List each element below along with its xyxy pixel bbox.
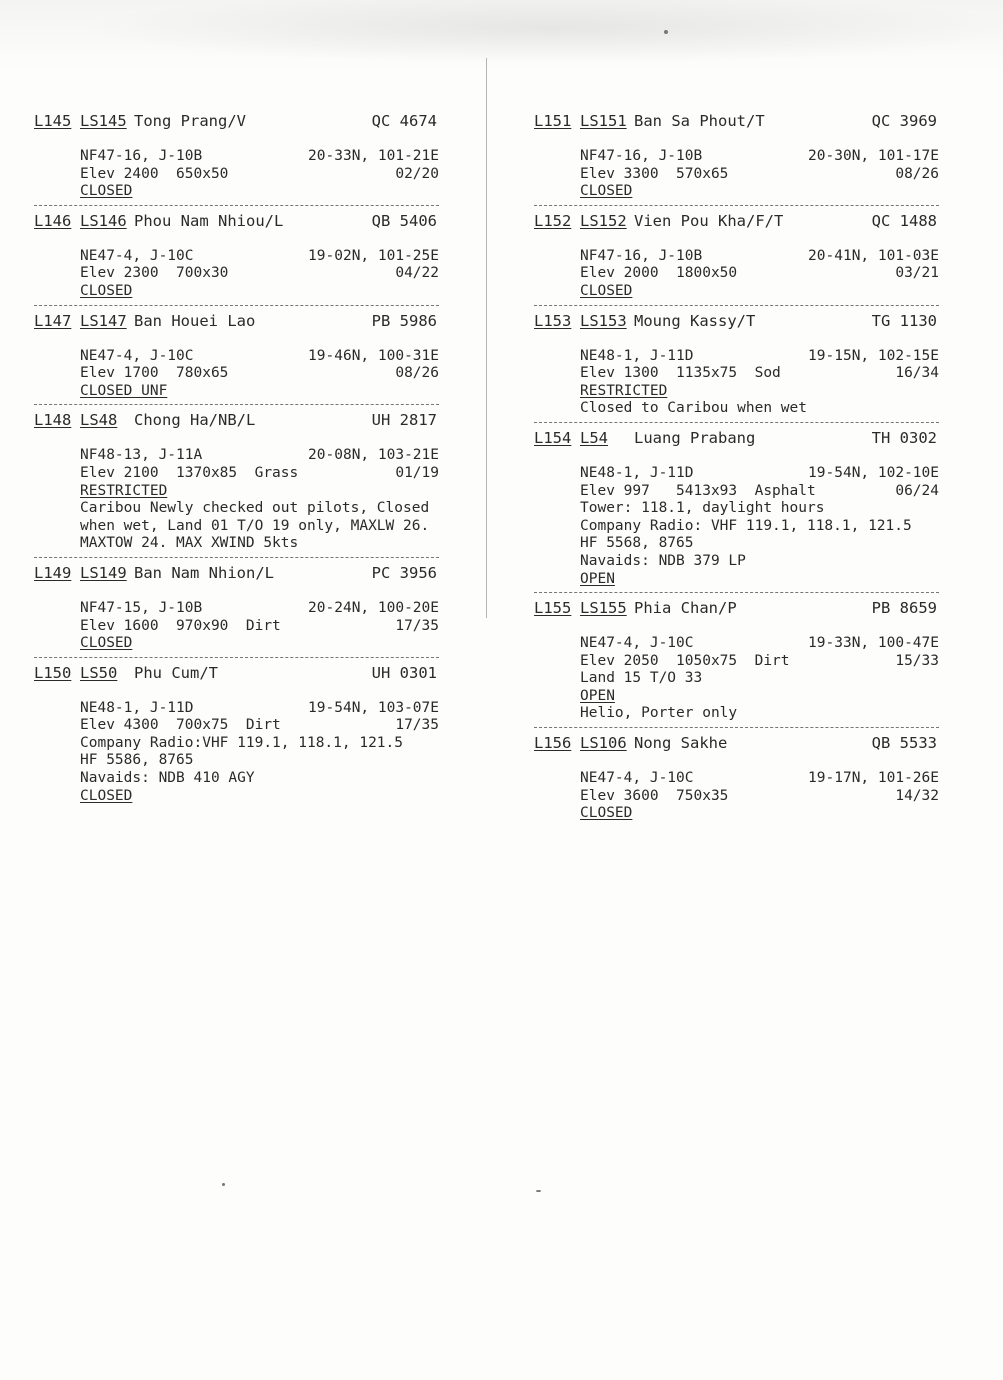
airfield-entry [534, 112, 939, 206]
status-line: CLOSED [580, 805, 633, 822]
dashed-separator [534, 592, 939, 593]
entry-details [534, 148, 939, 201]
site-name: Chong Ha/NB/L [134, 411, 256, 430]
remarks-line: Caribou Newly checked out pilots, Closed [80, 500, 430, 517]
elevation-size: Elev 2000 1800x50 [580, 265, 738, 282]
status-line: CLOSED [580, 183, 633, 200]
chart-reference: NF47-16, J-10B [80, 148, 203, 164]
elevation-size: Elev 2050 1050x75 Dirt [580, 652, 790, 669]
entry-details [34, 700, 439, 806]
airfield-entry [34, 411, 439, 558]
site-name: Luang Prabang [634, 428, 756, 447]
status-line: OPEN [580, 687, 615, 704]
status-line: CLOSED [580, 282, 633, 299]
dashed-separator [534, 205, 939, 206]
site-code: LS145 [80, 112, 127, 130]
grid-reference: PB 5986 [371, 311, 437, 330]
site-code: LS147 [80, 311, 127, 330]
elevation-line [580, 265, 939, 283]
chart-line [580, 148, 939, 166]
site-name: Nong Sakhe [634, 734, 728, 753]
remarks-line: when wet, Land 01 T/O 19 only, MAXLW 26. [80, 517, 430, 534]
remarks-line: HF 5568, 8765 [580, 535, 694, 552]
remarks-line: Company Radio: VHF 119.1, 118.1, 121.5 [580, 517, 912, 534]
runway-heading: 01/19 [395, 464, 439, 481]
chart-line [580, 770, 939, 788]
elevation-line [80, 265, 439, 283]
left-column [34, 112, 439, 805]
entry-details [534, 465, 939, 588]
site-code: LS50 [80, 663, 118, 682]
chart-line [80, 148, 439, 166]
chart-reference: NE48-1, J-11D [580, 347, 694, 364]
site-number: L151 [534, 112, 572, 130]
chart-line [80, 600, 439, 618]
coordinates: 19-02N, 101-25E [308, 247, 439, 264]
grid-reference: QB 5406 [371, 211, 437, 230]
coordinates: 19-54N, 103-07E [308, 699, 439, 716]
elevation-line [580, 483, 939, 501]
runway-heading: 15/33 [895, 652, 939, 669]
entry-header [534, 429, 939, 455]
site-number: L148 [34, 411, 72, 430]
dashed-separator [34, 557, 439, 558]
site-number: L155 [534, 599, 572, 618]
elevation-size: Elev 1700 780x65 [80, 365, 229, 382]
site-code: LS146 [80, 211, 127, 230]
chart-reference: NF47-16, J-10B [580, 148, 703, 164]
site-name: Moung Kassy/T [634, 311, 756, 330]
scan-speck [664, 30, 668, 34]
entry-header [534, 734, 939, 760]
elevation-line [580, 788, 939, 806]
site-code: LS106 [580, 734, 627, 753]
chart-reference: NF47-15, J-10B [80, 599, 203, 616]
chart-line [80, 447, 439, 465]
airfield-entry [534, 429, 939, 593]
status-line: CLOSED [80, 787, 133, 804]
elevation-size: Elev 997 5413x93 Asphalt [580, 482, 816, 499]
status-line: CLOSED [80, 282, 133, 299]
site-code: LS155 [580, 599, 627, 618]
coordinates: 20-24N, 100-20E [308, 599, 439, 616]
site-number: L145 [34, 112, 72, 130]
chart-line [80, 700, 439, 718]
elevation-line [80, 166, 439, 184]
site-code: LS153 [580, 311, 627, 330]
site-code: LS48 [80, 411, 118, 430]
chart-reference: NE47-4, J-10C [580, 635, 694, 652]
status-line: CLOSED [80, 635, 133, 652]
elevation-size: Elev 2400 650x50 [80, 165, 229, 182]
grid-reference: UH 2817 [371, 411, 437, 430]
chart-line [580, 635, 939, 653]
runway-heading: 14/32 [895, 787, 939, 804]
chart-line [80, 348, 439, 366]
site-number: L152 [534, 211, 572, 230]
status-line: RESTRICTED [580, 382, 668, 399]
status-line: CLOSED [80, 183, 133, 200]
remarks-line: Helio, Porter only [580, 705, 738, 722]
remarks-line: Land 15 T/O 33 [580, 670, 703, 687]
dashed-separator [534, 422, 939, 423]
coordinates: 20-08N, 103-21E [308, 447, 439, 464]
site-number: L149 [34, 563, 72, 582]
runway-heading: 04/22 [395, 265, 439, 282]
runway-heading: 02/20 [395, 165, 439, 182]
chart-line [580, 465, 939, 483]
dashed-separator [34, 205, 439, 206]
grid-reference: TH 0302 [871, 428, 937, 447]
site-code: LS152 [580, 211, 627, 230]
coordinates: 19-46N, 100-31E [308, 347, 439, 364]
scan-shadow [0, 0, 1003, 70]
runway-heading: 08/26 [895, 165, 939, 182]
elevation-line [80, 465, 439, 483]
airfield-entry [34, 664, 439, 806]
grid-reference: TG 1130 [871, 311, 937, 330]
site-name: Ban Houei Lao [134, 311, 256, 330]
grid-reference: UH 0301 [371, 663, 437, 682]
remarks-line: Company Radio:VHF 119.1, 118.1, 121.5 [80, 734, 404, 751]
site-name: Tong Prang/V [134, 112, 246, 130]
airfield-entry [34, 312, 439, 406]
chart-reference: NE47-4, J-10C [80, 347, 194, 364]
entry-details [34, 248, 439, 301]
airfield-entry [34, 564, 439, 658]
grid-reference: QC 1488 [871, 211, 937, 230]
chart-line [580, 248, 939, 266]
elevation-line [80, 618, 439, 636]
entry-details [34, 447, 439, 553]
page-fold-line [486, 58, 487, 618]
dashed-separator [34, 657, 439, 658]
elevation-size: Elev 3600 750x35 [580, 787, 729, 804]
scan-speck [536, 1190, 541, 1192]
entry-header [534, 312, 939, 338]
scan-speck [222, 1183, 225, 1186]
site-name: Phia Chan/P [634, 599, 737, 618]
dashed-separator [534, 305, 939, 306]
airfield-entry [534, 599, 939, 728]
entry-header [534, 112, 939, 138]
chart-line [580, 348, 939, 366]
grid-reference: QB 5533 [871, 734, 937, 753]
runway-heading: 08/26 [395, 365, 439, 382]
grid-reference: PC 3956 [371, 563, 437, 582]
site-code: LS151 [580, 112, 627, 130]
remarks-line: Closed to Caribou when wet [580, 400, 807, 417]
chart-reference: NE47-4, J-10C [80, 247, 194, 264]
grid-reference: QC 4674 [371, 112, 437, 130]
chart-reference: NE48-1, J-11D [580, 464, 694, 481]
airfield-entry [34, 212, 439, 306]
elevation-size: Elev 2100 1370x85 Grass [80, 464, 299, 481]
elevation-size: Elev 3300 570x65 [580, 165, 729, 182]
grid-reference: PB 8659 [871, 599, 937, 618]
entry-header [34, 564, 439, 590]
site-number: L146 [34, 211, 72, 230]
status-line: RESTRICTED [80, 482, 168, 499]
chart-reference: NE47-4, J-10C [580, 770, 694, 787]
entry-details [34, 348, 439, 401]
coordinates: 20-41N, 101-03E [808, 247, 939, 264]
remarks-line: Navaids: NDB 379 LP [580, 552, 746, 569]
dashed-separator [34, 404, 439, 405]
site-name: Ban Sa Phout/T [634, 112, 765, 130]
entry-header [34, 212, 439, 238]
elevation-line [580, 166, 939, 184]
site-number: L156 [534, 734, 572, 753]
entry-header [34, 312, 439, 338]
remarks-line: HF 5586, 8765 [80, 752, 194, 769]
chart-reference: NE48-1, J-11D [80, 699, 194, 716]
entry-details [534, 248, 939, 301]
dashed-separator [534, 727, 939, 728]
coordinates: 19-17N, 101-26E [808, 770, 939, 787]
site-number: L154 [534, 428, 572, 447]
remarks-line: Tower: 118.1, daylight hours [580, 500, 825, 517]
elevation-line [580, 365, 939, 383]
runway-heading: 03/21 [895, 265, 939, 282]
site-code: L54 [580, 428, 608, 447]
coordinates: 20-33N, 101-21E [308, 148, 439, 164]
airfield-entry [534, 734, 939, 823]
coordinates: 19-33N, 100-47E [808, 635, 939, 652]
chart-line [80, 248, 439, 266]
coordinates: 19-15N, 102-15E [808, 347, 939, 364]
entry-details [34, 600, 439, 653]
runway-heading: 16/34 [895, 365, 939, 382]
site-number: L153 [534, 311, 572, 330]
status-line: OPEN [580, 570, 615, 587]
site-code: LS149 [80, 563, 127, 582]
entry-header [34, 112, 439, 138]
status-line: CLOSED UNF [80, 382, 168, 399]
right-column [534, 112, 939, 823]
site-number: L150 [34, 663, 72, 682]
site-number: L147 [34, 311, 72, 330]
elevation-line [80, 365, 439, 383]
site-name: Ban Nam Nhion/L [134, 563, 274, 582]
airfield-entry [534, 312, 939, 423]
airfield-entry [534, 212, 939, 306]
site-name: Phu Cum/T [134, 663, 218, 682]
remarks-line: Navaids: NDB 410 AGY [80, 770, 255, 787]
elevation-size: Elev 4300 700x75 Dirt [80, 717, 281, 734]
elevation-size: Elev 2300 700x30 [80, 265, 229, 282]
site-name: Phou Nam Nhiou/L [134, 211, 284, 230]
entry-header [34, 411, 439, 437]
entry-header [534, 212, 939, 238]
elevation-line [580, 653, 939, 671]
elevation-size: Elev 1600 970x90 Dirt [80, 617, 281, 634]
site-name: Vien Pou Kha/F/T [634, 211, 784, 230]
entry-header [534, 599, 939, 625]
runway-heading: 17/35 [395, 617, 439, 634]
entry-details [534, 635, 939, 723]
entry-details [534, 770, 939, 823]
entry-header [34, 664, 439, 690]
entry-details [34, 148, 439, 201]
entry-details [534, 348, 939, 418]
grid-reference: QC 3969 [871, 112, 937, 130]
runway-heading: 06/24 [895, 482, 939, 499]
elevation-size: Elev 1300 1135x75 Sod [580, 365, 781, 382]
coordinates: 20-30N, 101-17E [808, 148, 939, 164]
airfield-entry [34, 112, 439, 206]
dashed-separator [34, 305, 439, 306]
remarks-line: MAXTOW 24. MAX XWIND 5kts [80, 535, 299, 552]
elevation-line [80, 717, 439, 735]
coordinates: 19-54N, 102-10E [808, 464, 939, 481]
chart-reference: NF47-16, J-10B [580, 247, 703, 264]
chart-reference: NF48-13, J-11A [80, 447, 203, 464]
runway-heading: 17/35 [395, 717, 439, 734]
